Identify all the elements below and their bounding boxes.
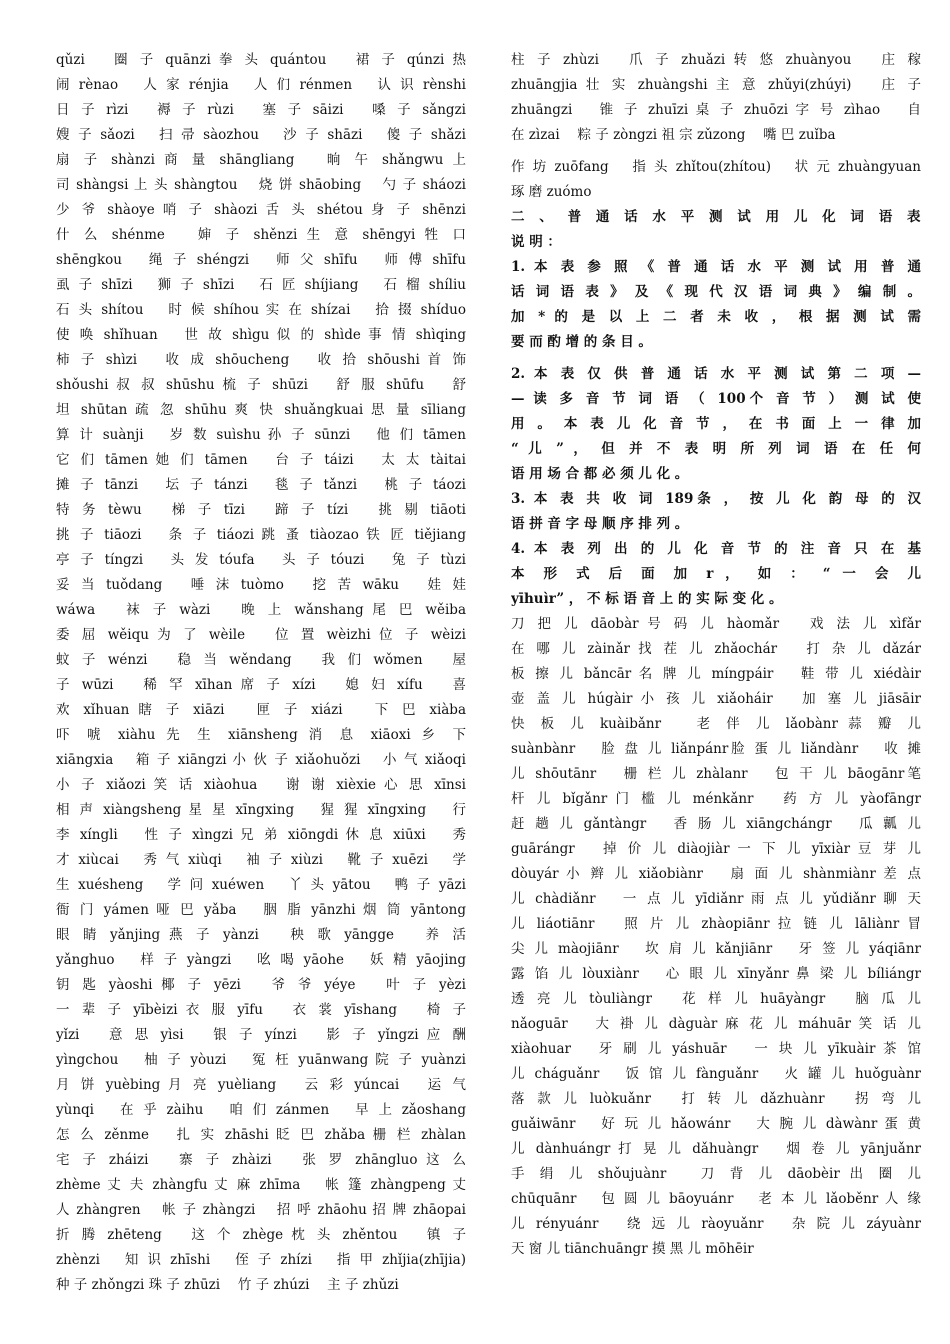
- text-line: 加 * 的 是 以 上 二 者 未 收 ， 根 据 测 试 需: [511, 309, 921, 325]
- text-line: suànbànr 脸 盘 儿 liǎnpánr脸 蛋 儿 liǎndànr 收 摊: [511, 741, 921, 757]
- text-line: 本 形 式 后 面 加 r ， 如 ： “ 一 会 儿: [511, 566, 921, 582]
- text-line: 露 馅 儿 lòuxiànr 心 眼 儿 xīnyǎnr 鼻 梁 儿 bíliángr: [511, 966, 921, 982]
- text-line: 尖 儿 màojiānr 坎 肩 儿 kǎnjiānr 牙 签 儿 yáqiānr: [511, 941, 921, 957]
- text-line: 儿 liáotiānr 照 片 儿 zhàopiānr 拉 链 儿 lāliànr 冒: [511, 916, 921, 932]
- text-line: 儿 cháguǎnr 饭 馆 儿 fànguǎnr 火 罐 儿 huǒguànr: [511, 1066, 921, 1082]
- text-line: 嫂 子 sǎozi 扫 帚 sàozhou 沙 子 shāzi 傻 子 shǎzi: [56, 127, 466, 143]
- text-line: guǎiwānr 好 玩 儿 hǎowánr 大 腕 儿 dàwànr 蛋 黄: [511, 1116, 921, 1132]
- text-line: 吓 唬 xiàhu 先 生 xiānsheng 消 息 xiāoxi 乡 下: [56, 727, 466, 743]
- text-line: 4. 本 表 列 出 的 儿 化 音 节 的 注 音 只 在 基: [511, 541, 921, 557]
- text-line: 用 。 本 表 儿 化 音 节 ， 在 书 面 上 一 律 加: [511, 416, 921, 432]
- text-line: 眼 睛 yǎnjing 燕 子 yànzi 秧 歌 yāngge 养 活: [56, 927, 466, 943]
- text-line: 儿 rényuánr 绕 远 儿 ràoyuǎnr 杂 院 儿 záyuànr: [511, 1216, 921, 1232]
- text-line: 少 爷 shàoye 哨 子 shàozi 舌 头 shétou 身 子 shēnzi: [56, 202, 466, 218]
- text-line: 怎 么 zěnme 扎 实 zhāshi 眨 巴 zhǎba 栅 栏 zhàlan: [56, 1127, 466, 1143]
- text-line: 宅 子 zháizi 寨 子 zhàizi 张 罗 zhāngluo 这 么: [56, 1152, 466, 1168]
- text-line: 杆 儿 bǐgǎnr 门 槛 儿 ménkǎnr 药 方 儿 yàofāngr: [511, 791, 921, 807]
- text-line: 透 亮 儿 tòuliàngr 花 样 儿 huāyàngr 脑 瓜 儿: [511, 991, 921, 1007]
- text-line: 蚊 子 wénzi 稳 当 wěndang 我 们 wǒmen 屋: [56, 652, 466, 668]
- text-line: 作 坊 zuōfang 指 头 zhǐtou(zhítou) 状 元 zhuàngyuan: [511, 159, 921, 175]
- section-title: 二 、 普 通 话 水 平 测 试 用 儿 化 词 语 表: [511, 209, 921, 225]
- erhua-word-list: [511, 612, 921, 1262]
- text-line: 扇 子 shànzi 商 量 shāngliang 晌 午 shǎngwu 上: [56, 152, 466, 168]
- text-line: chūquānr 包 圆 儿 bāoyuánr 老 本 儿 lǎoběnr 人 缘: [511, 1191, 921, 1207]
- text-line: “ 儿 ” ， 但 并 不 表 明 所 列 词 语 在 任 何: [511, 441, 921, 457]
- text-line: 摊 子 tānzi 坛 子 tánzi 毯 子 tǎnzi 桃 子 táozi: [56, 477, 466, 493]
- word-list-continued: [511, 48, 921, 148]
- text-line: zhènzi 知 识 zhīshi 侄 子 zhízi 指 甲 zhǐjia(zhījia): [56, 1252, 466, 1268]
- text-line: 什 么 shénme 婶 子 shěnzi 生 意 shēngyi 牲 口: [56, 227, 466, 243]
- text-line: nǎoguār 大 褂 儿 dàguàr 麻 花 儿 máhuār 笑 话 儿: [511, 1016, 921, 1032]
- text-line: xiàohuar 牙 刷 儿 yáshuār 一 块 儿 yīkuàir 茶 馆: [511, 1041, 921, 1057]
- text-line: 特 务 tèwu 梯 子 tīzi 蹄 子 tízi 挑 剔 tiāoti: [56, 502, 466, 518]
- text-line: yǎnghuo 样 子 yàngzi 吆 喝 yāohe 妖 精 yāojing: [56, 952, 466, 968]
- text-line: 板 擦 儿 bǎncār 名 牌 儿 míngpáir 鞋 带 儿 xiédàir: [511, 666, 921, 682]
- text-line: zhème 丈 夫 zhàngfu 丈 麻 zhīma 帐 篷 zhàngpeng 丈: [56, 1177, 466, 1193]
- text-line: 3. 本 表 共 收 词 189条 ， 按 儿 化 韵 母 的 汉: [511, 491, 921, 507]
- text-line: 小 子 xiǎozi 笑 话 xiàohua 谢 谢 xièxie 心 思 xīnsi: [56, 777, 466, 793]
- text-line: 儿 dànhuángr 打 晃 儿 dǎhuàngr 烟 卷 儿 yānjuǎnr: [511, 1141, 921, 1157]
- text-line: 相 声 xiàngsheng 星 星 xīngxing 猩 猩 xīngxing 行: [56, 802, 466, 818]
- text-line: dòuyár 小 辫 儿 xiǎobiànr 扇 面 儿 shànmiànr 差 点: [511, 866, 921, 882]
- text-line: 柿 子 shìzi 收 成 shōucheng 收 拾 shōushi 首 饰: [56, 352, 466, 368]
- text-line: zhuāngjia 壮 实 zhuàngshi 主 意 zhǔyi(zhúyi) 庄 子: [511, 77, 921, 93]
- text-line: 壶 盖 儿 húgàir 小 孩 儿 xiǎoháir 加 塞 儿 jiāsāir: [511, 691, 921, 707]
- text-line: 石 头 shítou 时 候 shíhou 实 在 shízai 拾 掇 shíduo: [56, 302, 466, 318]
- text-line: 语 拼 音 字 母 顺 序 排 列 。: [511, 516, 689, 532]
- text-line: 子 wūzi 稀 罕 xīhan 席 子 xízi 媳 妇 xífu 喜: [56, 677, 466, 693]
- text-line: 日 子 rìzi 褥 子 rùzi 塞 子 sāizi 嗓 子 sǎngzi: [56, 102, 466, 118]
- right-column: [511, 48, 921, 1262]
- text-line: 儿 chàdiǎnr 一 点 儿 yīdiǎnr 雨 点 儿 yǔdiǎnr 聊 天: [511, 891, 921, 907]
- text-line: yīhuìr” ， 不 标 语 音 上 的 实 际 变 化 。: [511, 591, 783, 607]
- text-line: 要 而 酌 增 的 条 目 。: [511, 334, 652, 350]
- text-line: 2. 本 表 仅 供 普 通 话 水 平 测 试 第 二 项 —: [511, 366, 921, 382]
- text-line: zhuāngzi 锥 子 zhuīzi 桌 子 zhuōzi 字 号 zìhao 自: [511, 102, 921, 118]
- text-line: 才 xiùcai 秀 气 xiùqi 袖 子 xiùzi 靴 子 xuēzi 学: [56, 852, 466, 868]
- text-line: 虱 子 shīzi 狮 子 shīzi 石 匠 shíjiang 石 榴 shíliu: [56, 277, 466, 293]
- text-line: 算 计 suànji 岁 数 suìshu 孙 子 sūnzi 他 们 tāmen: [56, 427, 466, 443]
- text-line: 坦 shūtan 疏 忽 shūhu 爽 快 shuǎngkuai 思 量 sīliang: [56, 402, 466, 418]
- text-line: 它 们 tāmen 她 们 tāmen 台 子 táizi 太 太 tàitai: [56, 452, 466, 468]
- text-line: 1. 本 表 参 照 《 普 通 话 水 平 测 试 用 普 通: [511, 259, 921, 275]
- text-line: 柱 子 zhùzi 爪 子 zhuǎzi 转 悠 zhuànyou 庄 稼: [511, 52, 921, 68]
- text-line: 李 xíngli 性 子 xìngzi 兄 弟 xiōngdi 休 息 xiūxi 秀: [56, 827, 466, 843]
- text-line: 亭 子 tíngzi 头 发 tóufa 头 子 tóuzi 兔 子 tùzi: [56, 552, 466, 568]
- text-line: shǒushi 叔 叔 shūshu 梳 子 shūzi 舒 服 shūfu 舒: [56, 377, 466, 393]
- text-line: yùnqi 在 乎 zàihu 咱 们 zánmen 早 上 zǎoshang: [56, 1102, 466, 1118]
- note-1: [511, 255, 921, 355]
- word-list-continued-2: [511, 155, 921, 205]
- text-line: 快 板 儿 kuàibǎnr 老 伴 儿 lǎobànr 蒜 瓣 儿: [511, 716, 921, 732]
- text-line: 生 xuésheng 学 问 xuéwen 丫 头 yātou 鸭 子 yāzi: [56, 877, 466, 893]
- text-line: 刀 把 儿 dāobàr 号 码 儿 hàomǎr 戏 法 儿 xìfǎr: [511, 616, 921, 632]
- text-line: guārángr 掉 价 儿 diàojiàr 一 下 儿 yīxiàr 豆 芽 儿: [511, 841, 921, 857]
- text-line: 挑 子 tiāozi 条 子 tiáozi 跳 蚤 tiàozao 铁 匠 tiějiang: [56, 527, 466, 543]
- text-line: — 读 多 音 节 词 语 （ 100个 音 节 ） 测 试 使: [511, 391, 921, 407]
- text-line: 落 款 儿 luòkuǎnr 打 转 儿 dǎzhuànr 拐 弯 儿: [511, 1091, 921, 1107]
- text-line: 一 辈 子 yībèizi 衣 服 yīfu 衣 裳 yīshang 椅 子: [56, 1002, 466, 1018]
- text-line: 委 屈 wěiqu 为 了 wèile 位 置 wèizhi 位 子 wèizi: [56, 627, 466, 643]
- text-line: 欢 xǐhuan 瞎 子 xiāzi 匣 子 xiázi 下 巴 xiàba: [56, 702, 466, 718]
- text-line: 儿 shōutānr 栅 栏 儿 zhàlanr 包 干 儿 bāogānr笔: [511, 766, 921, 782]
- text-line: 月 饼 yuèbing 月 亮 yuèliang 云 彩 yúncai 运 气: [56, 1077, 466, 1093]
- text-line: 折 腾 zhēteng 这 个 zhège 枕 头 zhěntou 镇 子: [56, 1227, 466, 1243]
- notes-2-4: [511, 362, 921, 612]
- text-line: 人 zhàngren 帐 子 zhàngzi 招 呼 zhāohu 招 牌 zhāopai: [56, 1202, 466, 1218]
- text-line: 衙 门 yámen 哑 巴 yǎba 胭 脂 yānzhi 烟 筒 yāntong: [56, 902, 466, 918]
- text-line: 在 哪 儿 zàinǎr 找 茬 儿 zhǎochár 打 杂 儿 dǎzár: [511, 641, 921, 657]
- text-line: qǔzi 圈 子 quānzi 拳 头 quántou 裙 子 qúnzi 热: [56, 52, 466, 68]
- text-line: 天 窗 儿 tiānchuāngr 摸 黑 儿 mōhēir: [511, 1241, 754, 1257]
- text-line: 赶 趟 儿 gǎntàngr 香 肠 儿 xiāngchángr 瓜 瓤 儿: [511, 816, 921, 832]
- text-line: 闹 rènao 人 家 rénjia 人 们 rénmen 认 识 rènshi: [56, 77, 466, 93]
- text-line: 使 唤 shǐhuan 世 故 shìgu 似 的 shìde 事 情 shìqing: [56, 327, 466, 343]
- text-line: 琢 磨 zuómo: [511, 184, 592, 200]
- text-line: xiāngxia 箱 子 xiāngzi 小 伙 子 xiǎohuǒzi 小 气 xiǎoqi: [56, 752, 466, 768]
- text-line: 种 子 zhǒngzi 珠 子 zhūzi 竹 子 zhúzi 主 子 zhǔzi: [56, 1277, 399, 1293]
- text-line: 在 zìzai 粽 子 zòngzi 祖 宗 zǔzong 嘴 巴 zuǐba: [511, 127, 836, 143]
- notes-label: 说 明 ：: [511, 234, 561, 250]
- text-line: 手 绢 儿 shǒujuànr 刀 背 儿 dāobèir 出 圈 儿: [511, 1166, 921, 1182]
- text-line: yǐzi 意 思 yìsi 银 子 yínzi 影 子 yǐngzi 应 酬: [56, 1027, 466, 1043]
- left-column: [56, 48, 466, 1298]
- text-line: 妥 当 tuǒdang 唾 沫 tuòmo 挖 苦 wāku 娃 娃: [56, 577, 466, 593]
- text-line: 语 用 场 合 都 必 须 儿 化 。: [511, 466, 689, 482]
- text-line: 钥 匙 yàoshi 椰 子 yēzi 爷 爷 yéye 叶 子 yèzi: [56, 977, 466, 993]
- text-line: shēngkou 绳 子 shéngzi 师 父 shīfu 师 傅 shīfu: [56, 252, 466, 268]
- text-line: 司 shàngsi 上 头 shàngtou 烧 饼 shāobing 勺 子 sháozi: [56, 177, 466, 193]
- text-line: 话 词 语 表 》 及 《 现 代 汉 语 词 典 》 编 制 。: [511, 284, 921, 300]
- text-line: wáwa 袜 子 wàzi 晚 上 wǎnshang 尾 巴 wěiba: [56, 602, 466, 618]
- text-line: yìngchou 柚 子 yòuzi 冤 枉 yuānwang 院 子 yuànzi: [56, 1052, 466, 1068]
